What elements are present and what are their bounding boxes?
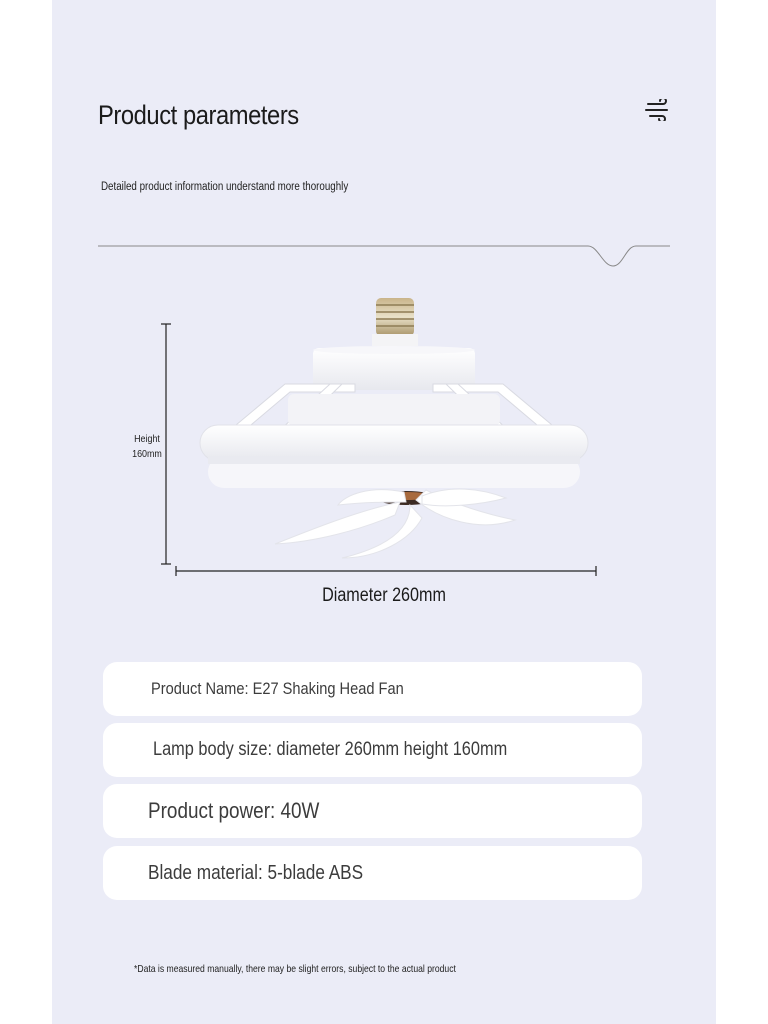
page-subtitle: Detailed product information understand more thoroughly: [101, 181, 349, 193]
footnote: *Data is measured manually, there may be slight errors, subject to the actual product: [134, 963, 456, 975]
e27-socket: [372, 298, 418, 346]
spec-power: Product power: 40W: [148, 798, 320, 823]
product-illustration: [110, 280, 670, 600]
diameter-label: Diameter 260mm: [322, 585, 446, 606]
height-label: [127, 432, 166, 462]
wind-icon: [645, 99, 671, 121]
spec-product-name: Product Name: E27 Shaking Head Fan: [151, 679, 404, 698]
spec-blade-material: Blade material: 5-blade ABS: [148, 862, 364, 884]
height-label-text: Height: [134, 433, 160, 445]
height-value-text: 160mm: [132, 448, 162, 460]
spec-card-lamp-size: [103, 723, 642, 777]
spec-lamp-size: Lamp body size: diameter 260mm height 160mm: [153, 739, 508, 760]
spec-card-product-name: [103, 662, 642, 716]
page-title: Product parameters: [98, 100, 299, 130]
section-divider: [98, 236, 670, 270]
spec-card-blade-material: [103, 846, 642, 900]
spec-card-power: [103, 784, 642, 838]
